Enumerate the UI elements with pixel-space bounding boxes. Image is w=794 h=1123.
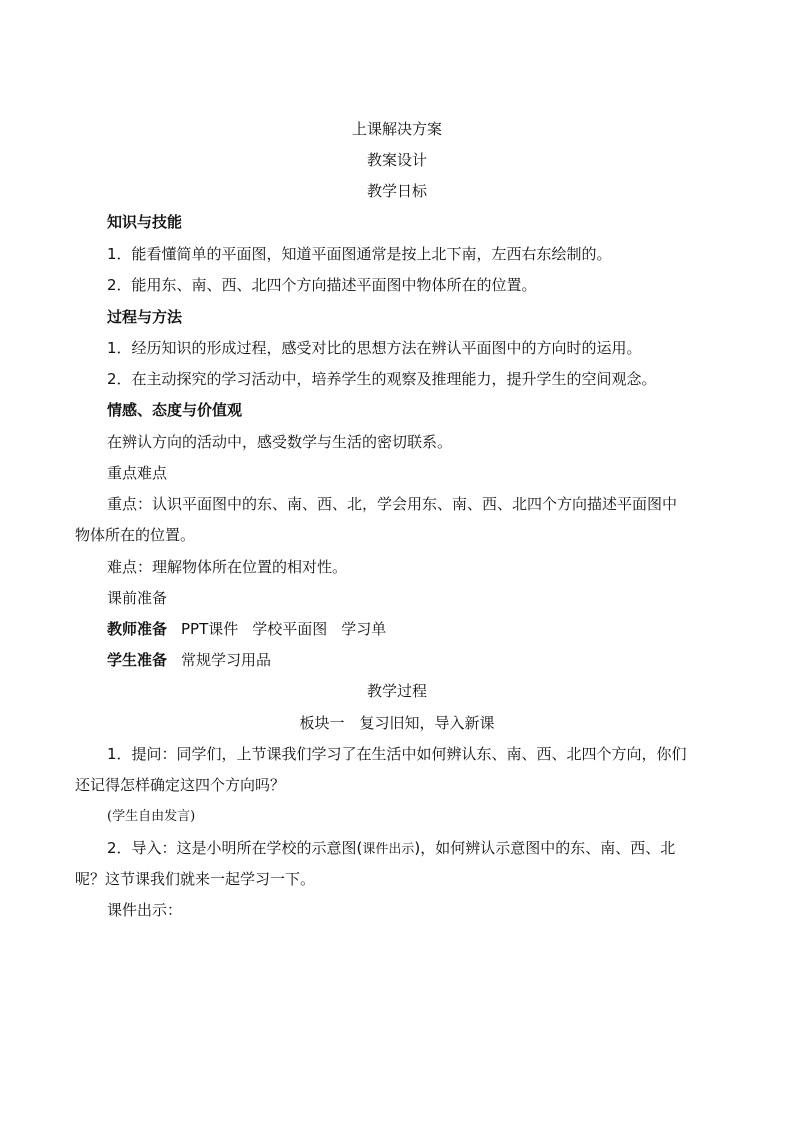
block-title: 板块一 复习旧知，导入新课 xyxy=(299,714,495,732)
courseware-note: 课件出示 xyxy=(362,842,415,857)
teacher-preparation-label: 教师准备 xyxy=(107,620,168,638)
student-response-note: (学生自由发言) xyxy=(107,809,196,824)
paragraph-2-text-a: 2．导入：这是小明所在学校的示意图( xyxy=(107,839,363,857)
focus-line-1: 重点：认识平面图中的东、南、西、北，学会用东、南、西、北四个方向描述平面图中 xyxy=(107,495,678,513)
student-preparation xyxy=(0,648,794,672)
paragraph-2-text-b: )，如何辨认示意图中的东、南、西、北 xyxy=(414,839,676,857)
teacher-item: 学校平面图 xyxy=(252,620,328,638)
process-item-2: 2．在主动探究的学习活动中，培养学生的观察及推理能力，提升学生的空间观念。 xyxy=(107,370,657,388)
objectives-title: 教学日标 xyxy=(366,182,427,200)
paragraph-1-line-1: 1．提问：同学们，上节课我们学习了在生活中如何辨认东、南、西、北四个方向，你们 xyxy=(107,745,687,763)
teacher-preparation xyxy=(0,617,794,641)
paragraph-1-line-2: 还记得怎样确定这四个方向吗？ xyxy=(75,776,286,794)
focus-line-2: 物体所在的位置。 xyxy=(75,526,196,544)
knowledge-item-2: 2．能用东、南、西、北四个方向描述平面图中物体所在的位置。 xyxy=(107,276,537,294)
section-heading-knowledge: 知识与技能 xyxy=(107,213,183,231)
courseware-display-label: 课件出示： xyxy=(107,901,183,919)
teacher-item: PPT课件 xyxy=(181,620,239,638)
section-heading-attitude: 情感、态度与价值观 xyxy=(107,401,243,419)
process-item-1: 1．经历知识的形成过程，感受对比的思想方法在辨认平面图中的方向时的运用。 xyxy=(107,339,642,357)
attitude-text: 在辨认方向的活动中，感受数学与生活的密切联系。 xyxy=(107,433,453,451)
document-subtitle: 教案设计 xyxy=(366,151,427,169)
student-preparation-label: 学生准备 xyxy=(107,651,168,669)
paragraph-2-line-2: 呢？这节课我们就来一起学习一下。 xyxy=(75,870,316,888)
document-title: 上课解决方案 xyxy=(351,120,442,138)
student-item: 常规学习用品 xyxy=(181,651,272,669)
paragraph-2-line-1 xyxy=(0,836,794,860)
process-heading: 教学过程 xyxy=(366,682,427,700)
teacher-item: 学习单 xyxy=(341,620,387,638)
section-heading-process: 过程与方法 xyxy=(107,308,183,326)
difficulty-line: 难点：理解物体所在位置的相对性。 xyxy=(107,558,348,576)
keypoints-heading: 重点难点 xyxy=(107,464,168,482)
knowledge-item-1: 1．能看懂简单的平面图，知道平面图通常是按上北下南，左西右东绘制的。 xyxy=(107,245,612,263)
preparation-heading: 课前准备 xyxy=(107,589,168,607)
